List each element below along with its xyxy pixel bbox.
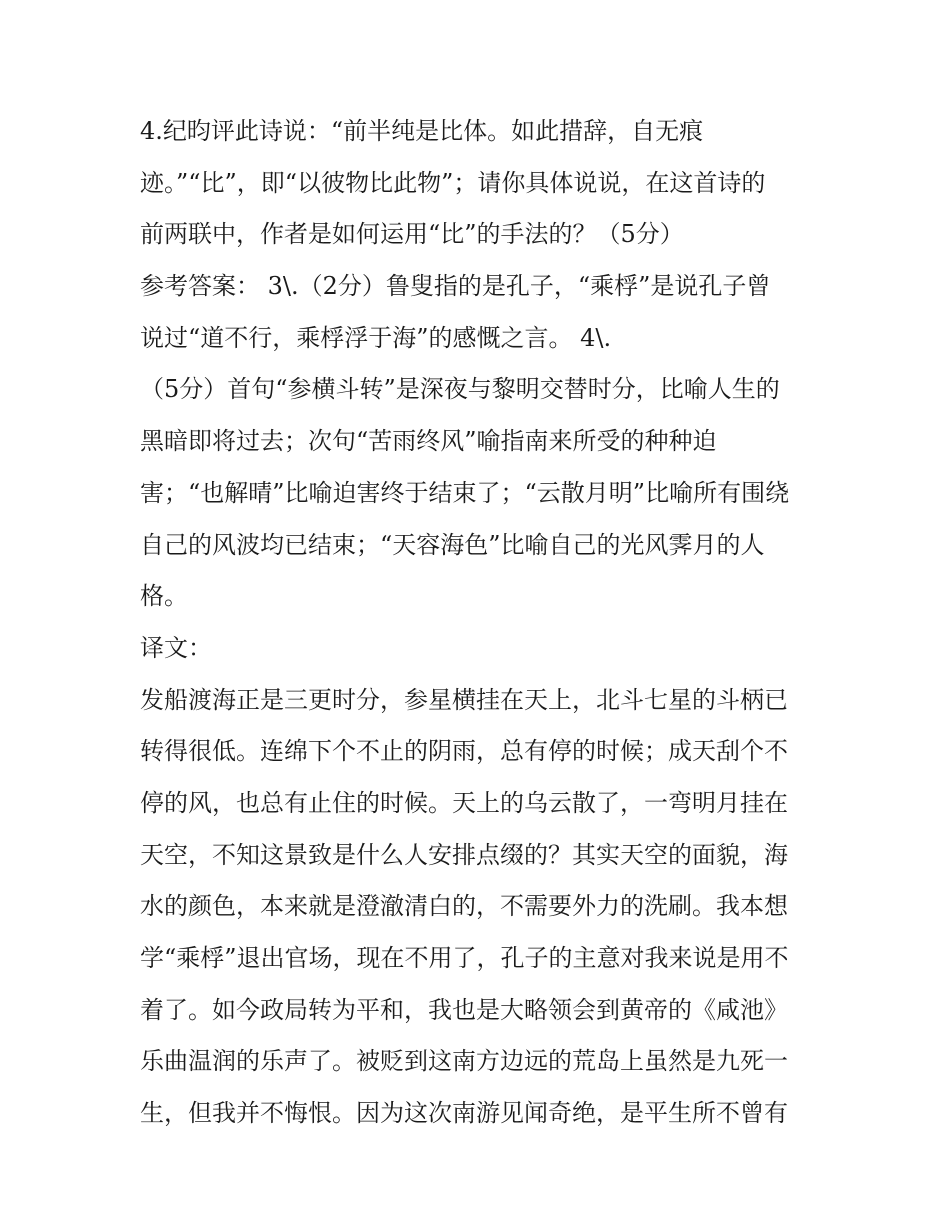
translation-line-2: 转得很低。连绵下个不止的阴雨，总有停的时候；成天刮个不 <box>140 737 788 766</box>
document-text <box>140 112 820 1146</box>
answer-line-1: 参考答案： 3\.（2分）鲁叟指的是孔子，“乘桴”是说孔子曾 <box>140 272 771 301</box>
answer-line-3: （5分）首句“参横斗转”是深夜与黎明交替时分，比喻人生的 <box>140 375 780 404</box>
question-4-line-1: 4.纪昀评此诗说：“前半纯是比体。如此措辞，自无痕 <box>140 117 704 145</box>
translation-line-7: 着了。如今政局转为平和，我也是大略领会到黄帝的《咸池》 <box>140 995 788 1024</box>
translation-line-1: 发船渡海正是三更时分，参星横挂在天上，北斗七星的斗柄已 <box>140 685 788 714</box>
question-4-line-2: 迹。”“比”，即“以彼物比此物”；请你具体说说，在这首诗的 <box>140 168 766 197</box>
answer-line-6: 自己的风波均已结束；“天容海色”比喻自己的光风霁月的人 <box>140 530 765 559</box>
translation-line-8: 乐曲温润的乐声了。被贬到这南方边远的荒岛上虽然是九死一 <box>140 1047 788 1076</box>
answer-line-5: 害；“也解晴”比喻迫害终于结束了；“云散月明”比喻所有围绕 <box>140 478 790 507</box>
translation-line-6: 学“乘桴”退出官场，现在不用了，孔子的主意对我来说是用不 <box>140 944 789 972</box>
answer-line-7: 格。 <box>140 582 188 611</box>
answer-line-2: 说过“道不行，乘桴浮于海”的感慨之言。 4\. <box>140 323 612 352</box>
translation-line-4: 天空，不知这景致是什么人安排点缀的？其实天空的面貌，海 <box>140 840 788 869</box>
translation-line-3: 停的风，也总有止住的时候。天上的乌云散了，一弯明月挂在 <box>140 788 788 817</box>
question-4-line-3: 前两联中，作者是如何运用“比”的手法的？（5分） <box>140 220 684 249</box>
answer-line-4: 黑暗即将过去；次句“苦雨终风”喻指南来所受的种种迫 <box>140 427 717 456</box>
translation-heading: 译文： <box>140 633 212 662</box>
translation-line-9: 生，但我并不悔恨。因为这次南游见闻奇绝，是平生所不曾有 <box>140 1099 788 1128</box>
translation-line-5: 水的颜色，本来就是澄澈清白的，不需要外力的洗刷。我本想 <box>140 892 788 921</box>
